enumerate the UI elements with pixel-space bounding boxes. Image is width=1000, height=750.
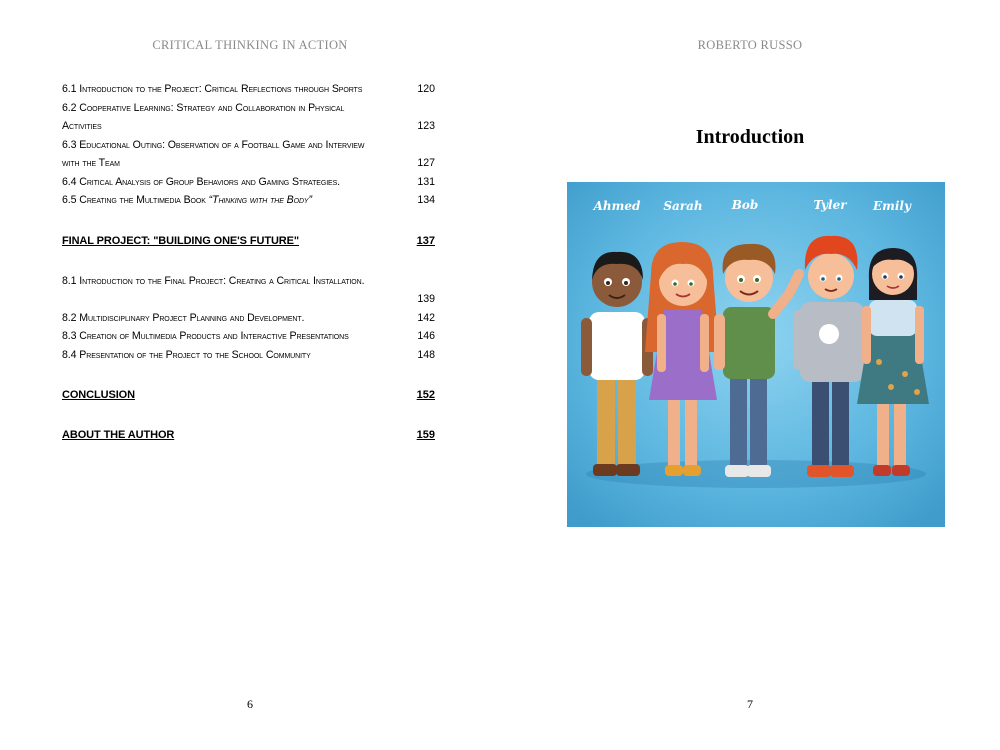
- toc-entry-page: 127: [417, 157, 435, 169]
- toc-entry-title: 6.1 Introduction to the Project: Critical Reflections through Sports: [62, 83, 363, 95]
- toc-entry-title: 6.4 Critical Analysis of Group Behaviors and Gaming Strategies.: [62, 175, 341, 188]
- name-label-emily: Emily: [873, 199, 911, 213]
- name-label-sarah: Sarah: [663, 199, 703, 213]
- toc-entry-6-4[interactable]: [62, 173, 435, 192]
- page-number-right: 7: [747, 697, 753, 711]
- chapter-title: Introduction: [695, 126, 805, 148]
- table-of-contents: [62, 80, 435, 444]
- toc-entry-title: FINAL PROJECT: "BUILDING ONE'S FUTURE": [62, 234, 299, 247]
- toc-entry-conclusion[interactable]: [62, 386, 435, 404]
- right-page: [500, 0, 1000, 750]
- toc-entry-title: 8.2 Multidisciplinary Project Planning and Development.: [62, 311, 305, 324]
- toc-entry-page: 134: [417, 194, 435, 206]
- toc-entry-page: 148: [417, 348, 435, 361]
- toc-entry-title-italic: “Thinking with the Body”: [208, 194, 312, 206]
- toc-entry-title: 8.3 Creation of Multimedia Products and Interactive Presentations: [62, 330, 349, 342]
- toc-entry-title-line2: Activities: [62, 120, 102, 132]
- toc-entry-final-project[interactable]: [62, 232, 435, 250]
- kids-illustration: [567, 182, 945, 527]
- toc-entry-6-5[interactable]: [62, 191, 435, 210]
- toc-entry-6-2[interactable]: [62, 99, 435, 136]
- page-number-left: 6: [247, 697, 253, 711]
- name-label-bob: Bob: [731, 198, 759, 212]
- name-label-ahmed: Ahmed: [593, 199, 641, 213]
- toc-entry-title: 6.5 Creating the Multimedia Book: [62, 194, 209, 206]
- toc-entry-6-3[interactable]: [62, 136, 435, 173]
- toc-entry-page: 146: [417, 330, 435, 342]
- toc-entry-page: 131: [417, 175, 435, 188]
- toc-entry-page: 159: [416, 429, 435, 441]
- toc-entry-8-2[interactable]: [62, 309, 435, 328]
- toc-entry-page: 137: [416, 234, 435, 247]
- running-head-right: ROBERTO RUSSO: [697, 38, 803, 52]
- toc-entry-page: 139: [417, 293, 435, 305]
- toc-entry-about-author[interactable]: [62, 426, 435, 444]
- name-label-tyler: Tyler: [813, 198, 847, 212]
- toc-entry-page: 142: [417, 311, 435, 324]
- toc-entry-title: CONCLUSION: [62, 389, 135, 401]
- running-head-left: CRITICAL THINKING IN ACTION: [152, 38, 348, 52]
- toc-entry-title: 8.1 Introduction to the Final Project: Creating a Critical Installation.: [62, 274, 365, 287]
- toc-entry-title-line1: 6.2 Cooperative Learning: Strategy and Collaboration in Physical: [62, 101, 345, 114]
- toc-entry-title: ABOUT THE AUTHOR: [62, 429, 175, 441]
- toc-entry-8-3[interactable]: [62, 327, 435, 346]
- toc-entry-title-line2: with the Team: [62, 157, 120, 169]
- toc-entry-title-line1: 6.3 Educational Outing: Observation of a Football Game and Interview: [62, 138, 365, 151]
- toc-entry-8-4[interactable]: [62, 346, 435, 365]
- toc-entry-page: 123: [417, 120, 435, 132]
- toc-entry-8-1[interactable]: [62, 272, 435, 309]
- toc-entry-6-1[interactable]: [62, 80, 435, 99]
- toc-entry-title: 8.4 Presentation of the Project to the School Community: [62, 348, 311, 361]
- toc-entry-page: 120: [417, 83, 435, 95]
- toc-entry-page: 152: [416, 389, 435, 401]
